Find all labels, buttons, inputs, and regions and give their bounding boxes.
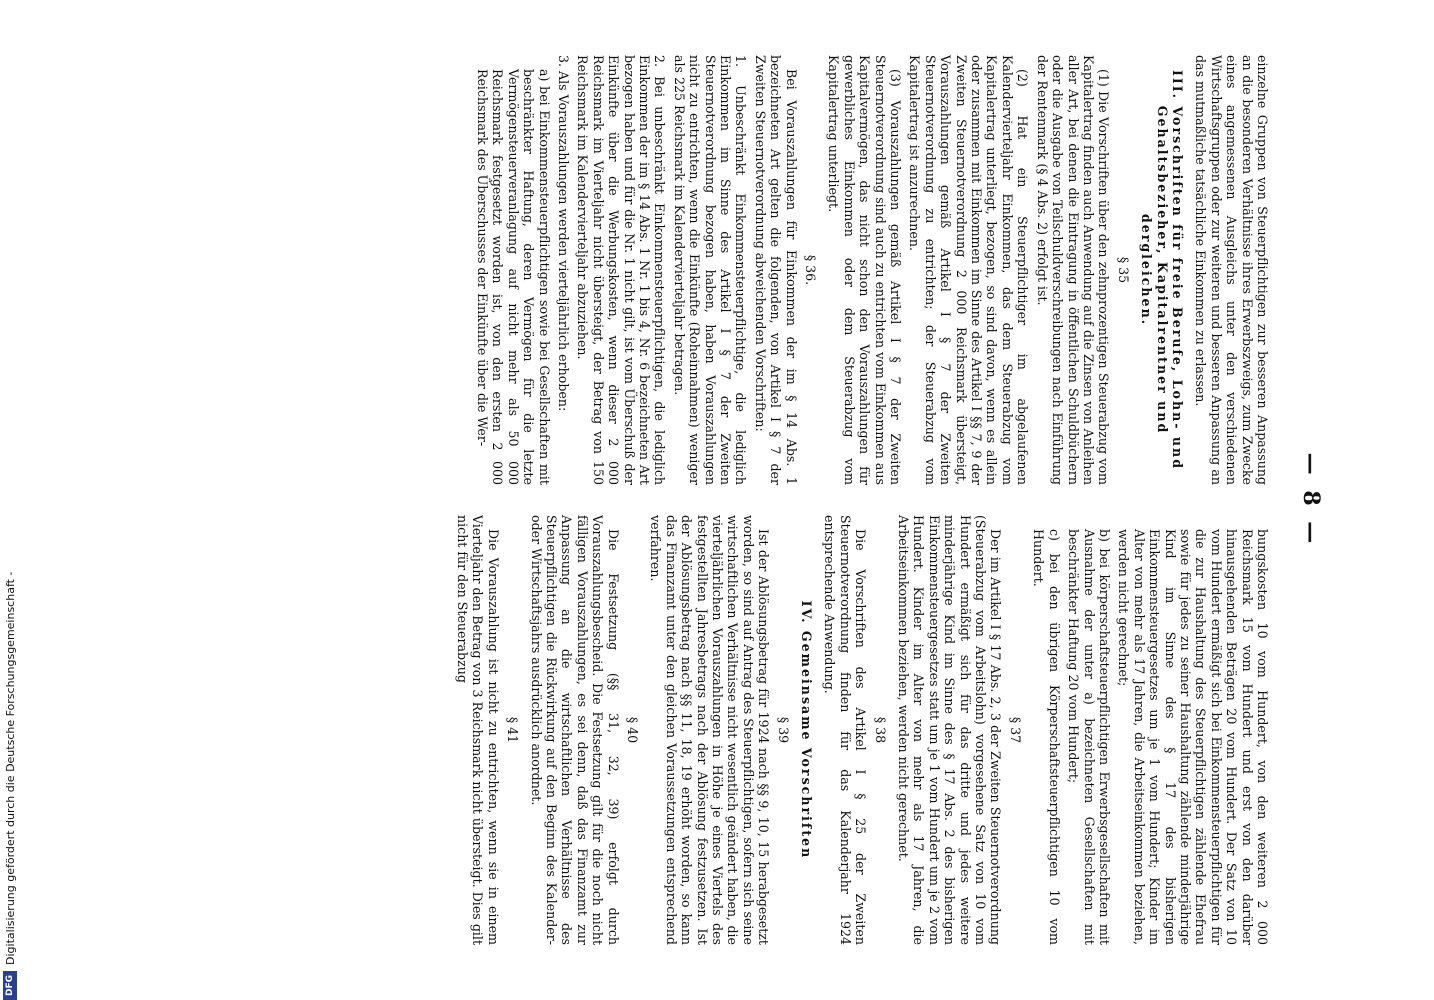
section-41-text: Die Vorauszahlung ist nicht zu entrichten, wenn sie in einem Vierteljahr den Betrag von 3 Reichsmark nicht übersteigt. Dies gilt nicht für den Steuerabzug <box>454 515 501 945</box>
digitization-credit <box>0 0 20 1000</box>
section-35-para-1: (1) Die Vorschriften über den zehnprozentigen Steuerabzug vom Kapitalertrag finden auch Anwendung auf die Zinsen von Anleihen aller Art, bei denen die Eintragung in öffentlichen Schuldbüchern oder die Ausgabe von Teilschuldverschreibungen nach Einführung der Rentenmark (§ 4 Abs. 2) erfolgt ist. <box>1034 55 1112 485</box>
section-36-intro: Bei Vorauszahlungen für Einkommen der im § 14 Abs. 1 bezeichneten Art gelten die folgenden, von Artikel I § 7 der Zweiten Steuernotverordnung abweichenden Vorschriften: <box>752 55 799 485</box>
section-36-sign: § 36. <box>803 254 819 286</box>
intro-paragraph: einzelne Gruppen von Steuerpflichtigen zur besseren Anpassung an die besonderen Verhältnisse ihres Erwerbszweigs, zum Zwecke eines angemessenen Ausgleichs unter den verschiedenen Wirtschaftsgruppen oder zur weiteren und besseren Anpassung an das mutmaßliche tatsächliche Einkommen zu erlassen. <box>1193 55 1270 485</box>
item-c: c) bei den übrigen Körperschaftsteuerpflichtigen 10 vom Hundert. <box>1031 529 1062 945</box>
section-40-sign: § 40 <box>624 716 640 744</box>
item-a-continuation: bungskosten 10 vom Hundert, von den weiteren 2 000 Reichsmark 15 vom Hundert und erst von den darüber hinausgehenden Beträgen 20 vom Hundert. Der Satz von 10 vom Hundert ermäßigt sich bei Einkommensteuerpflichtigen für die zur Haushaltung des Steuerpflichtigen zählende Ehefrau sowie für jedes zu seiner Haushaltung zählende minderjährige Kind im Sinne des § 17 des bisherigen Einkommensteuergesetzes um je 1 vom Hundert; Kinder im Alter von mehr als 17 Jahren, die Arbeitseinkommen beziehen, werden nicht gerechnet; <box>1116 529 1270 945</box>
section-36-item-2: 2. Bei unbeschränkt Einkommensteuerpflichtigen, die lediglich Einkommen der im § 14 Abs. 1 Nr. 1 bis 4, Nr. 6 bezeichneten Art bezogen haben und für die Nr. 1 nicht gilt, ist vom Überschuß der Einkünfte über die Werbungskosten, wenn dieser 2 000 Reichsmark im Vierteljahr nicht übersteigt, der Betrag von 150 Reichsmark im Kalendervierteljahr abzuziehen. <box>575 55 668 485</box>
credit-text: Digitalisierung gefördert durch die Deutsche Forschungsgemeinschaft - <box>3 571 17 965</box>
section-37-sign: § 37 <box>1007 716 1023 744</box>
scanned-page <box>180 0 1330 1000</box>
section-35-para-2: (2) Hat ein Steuerpflichtiger im abgelaufenen Kalendervierteljahr Einkommen, das dem Steuerabzug vom Kapitalertrag unterliegt, bezogen, so sind davon, wenn es allein oder zusammen mit Einkommen im Sinne des Artikel I §§ 7, 9 der Zweiten Steuernotverordnung 2 000 Reichsmark übersteigt, Vorauszahlungen gemäß Artikel I § 7 der Zweiten Steuernotverordnung zu entrichten; der Steuerabzug vom Kapitalertrag ist anzurechnen. <box>907 55 1031 485</box>
page-number: — 8 — <box>1298 452 1324 548</box>
section-38-sign: § 38 <box>872 716 888 744</box>
rotated-document-page <box>180 0 1330 1000</box>
section-35-sign: § 35 <box>1115 256 1131 284</box>
section-36-item-1: 1. Unbeschränkt Einkommensteuerpflichtige, die lediglich Einkommen im Sinne des Artikel I § 7 der Zweiten Steuernotverordnung bezogen haben, haben Vorauszahlungen nicht zu entrichten, wenn die Einkünfte (Roheinnahmen) weniger als 225 Reichsmark im Kalendervierteljahr betragen. <box>671 55 749 485</box>
dfg-logo: DFG <box>3 971 17 1000</box>
section-38-text: Die Vorschriften des Artikel I § 25 der Zweiten Steuernotverordnung finden für das Kalenderjahr 1924 entsprechende Anwendung. <box>822 515 869 945</box>
section-36-item-3: 3. Als Vorauszahlungen werden vierteljährlich erhoben: <box>555 55 571 412</box>
item-b: b) bei körperschaftsteuerpflichtigen Erwerbsgesellschaften mit Ausnahme der unter a) bezeichneten Gesellschaften mit beschränkter Haftung 20 vom Hundert; <box>1066 529 1112 945</box>
section-41-sign: § 41 <box>505 716 521 744</box>
section-37-text: Der im Artikel I § 17 Abs. 2, 3 der Zweiten Steuernotverordnung (Steuerabzug vom Arbeitslohn) vorgesehene Satz von 10 vom Hundert ermäßigt sich für das dritte und jedes weitere minderjährige Kind im Sinne des § 17 Abs. 2 des bisherigen Einkommensteuergesetzes statt um je 1 vom Hundert um je 2 vom Hundert. Kinder im Alter von mehr als 17 Jahren, die Arbeitseinkommen beziehen, werden nicht gerechnet. <box>896 515 1004 945</box>
section-heading-iii: III. Vorschriften für freie Berufe, Lohn- und Gehaltsbezieher, Kapitalrentner und dergleichen. <box>1139 70 1185 470</box>
section-39-text: Ist der Ablösungsbetrag für 1924 nach §§ 9, 10, 15 herabgesetzt worden, so sind auf Antrag des Steuerpflichtigen, sofern sich seine wirtschaftlichen Verhältnisse nicht wesentlich geändert haben, die vierteljährlichen Vorauszahlungen in Höhe je eines Viertels des festgestellten Jahresbetrags nach der Ablösung festzusetzen. Ist der Ablösungsbetrag nach §§ 11, 18, 19 erhöht worden, so kann das Finanzamt unter den gleichen Voraussetzungen entsprechend verfahren. <box>648 515 772 945</box>
left-column <box>471 55 1271 485</box>
section-40-text: Die Festsetzung (§§ 31, 32, 39) erfolgt durch Vorauszahlungsbescheid. Die Festsetzung gilt für die noch nicht fälligen Vorauszahlungen, es sei denn, daß das Finanzamt zur Anpassung an die wirtschaftlichen Verhältnisse des Steuerpflichtigen die Rückwirkung auf den Beginn des Kalender- oder Wirtschaftsjahrs ausdrücklich anordnet. <box>528 515 621 945</box>
section-heading-iv: IV. Gemeinsame Vorschriften <box>799 600 815 860</box>
section-36-item-3a: a) bei Einkommensteuerpflichtigen sowie bei Gesellschaften mit beschränkter Haftung, deren Vermögen für die letzte Vermögensteuerveranlagung auf nicht mehr als 50 000 Reichsmark festgesetzt worden ist, von den ersten 2 000 Reichsmark des Überschusses der Einkünfte über die Wer- <box>474 69 552 485</box>
section-35-para-3: (3) Vorauszahlungen gemäß Artikel I § 7 der Zweiten Steuernotverordnung sind auch zu entrichten vom Einkommen aus Kapitalvermögen, das nicht schon den Vorauszahlungen für gewerbliches Einkommen oder dem Steuerabzug vom Kapitalertrag unterliegt. <box>826 55 904 485</box>
right-column <box>451 515 1271 945</box>
section-39-sign: § 39 <box>775 716 791 744</box>
